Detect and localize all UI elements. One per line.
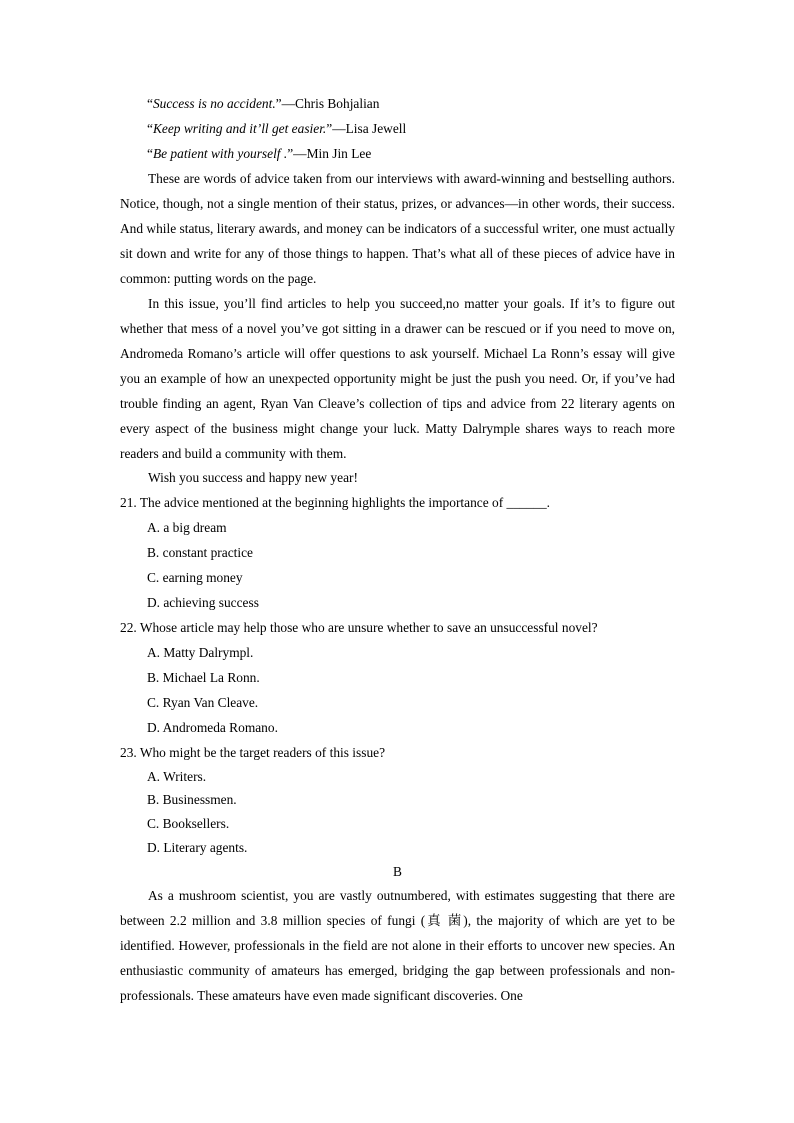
question-22-stem: 22. Whose article may help those who are unsure whether to save an unsuccessful novel? xyxy=(120,620,598,635)
quote-1: “Success is no accident.”—Chris Bohjalian xyxy=(147,96,380,111)
question-21-option-c: C. earning money xyxy=(147,570,243,585)
quote-author: Lisa Jewell xyxy=(345,121,407,136)
quote-author: Min Jin Lee xyxy=(306,146,372,161)
quote-text: Success is no accident. xyxy=(152,96,276,111)
passage-a-paragraph-1: These are words of advice taken from our interviews with award-winning and bestselling authors. Notice, though, not a single mention of their status, prizes, or advances—in other words, their success. And while status, literary awards, and money can be indicators of a successful writer, one must actually sit down and write for any of those things to happen. That’s what all of these pieces of advice have in common: putting words on the page. xyxy=(120,171,675,286)
question-21-option-a: A. a big dream xyxy=(147,520,227,535)
passage-a-closing: Wish you success and happy new year! xyxy=(148,470,358,485)
question-22-option-c: C. Ryan Van Cleave. xyxy=(147,695,259,710)
quote-3: “Be patient with yourself .”—Min Jin Lee xyxy=(147,146,372,161)
quote-2: “Keep writing and it’ll get easier.”—Lisa Jewell xyxy=(147,121,407,136)
section-b-heading: B xyxy=(393,864,402,879)
question-23-option-c: C. Booksellers. xyxy=(147,816,230,831)
question-21-stem: 21. The advice mentioned at the beginning highlights the importance of ______. xyxy=(120,495,551,510)
question-21-option-b: B. constant practice xyxy=(147,545,253,560)
quote-text: Keep writing and it’ll get easier. xyxy=(152,121,327,136)
passage-b-paragraph-1: As a mushroom scientist, you are vastly outnumbered, with estimates suggesting that there are between 2.2 million and 3.8 million species of fungi (真 菌), the majority of which are yet to be identified. However, professionals in the field are not alone in their efforts to uncover new species. An enthusiastic community of amateurs has emerged, bridging the gap between professionals and non-professionals. These amateurs have even made significant discoveries. One xyxy=(120,888,675,1003)
question-22-option-a: A. Matty Dalrympl. xyxy=(147,645,254,660)
question-23-option-d: D. Literary agents. xyxy=(147,840,248,855)
quote-author: Chris Bohjalian xyxy=(295,96,380,111)
passage-a-paragraph-2: In this issue, you’ll find articles to help you succeed,no matter your goals. If it’s to figure out whether that mess of a novel you’ve got sitting in a drawer can be rescued or if you need to move on, Andromeda Romano’s article will offer questions to ask yourself. Michael La Ronn’s essay will give you an example of how an unexpected opportunity might be just the push you need. Or, if you’ve had trouble finding an agent, Ryan Van Cleave’s collection of tips and advice from 22 literary agents on every aspect of the business might change your luck. Matty Dalrymple shares ways to reach more readers and build a community with them. xyxy=(120,296,675,461)
question-22-option-b: B. Michael La Ronn. xyxy=(147,670,260,685)
quote-text: Be patient with yourself . xyxy=(152,146,288,161)
question-21-option-d: D. achieving success xyxy=(147,595,259,610)
question-23-option-b: B. Businessmen. xyxy=(147,792,237,807)
question-22-option-d: D. Andromeda Romano. xyxy=(147,720,278,735)
question-23-stem: 23. Who might be the target readers of this issue? xyxy=(120,745,386,760)
question-23-option-a: A. Writers. xyxy=(147,769,207,784)
